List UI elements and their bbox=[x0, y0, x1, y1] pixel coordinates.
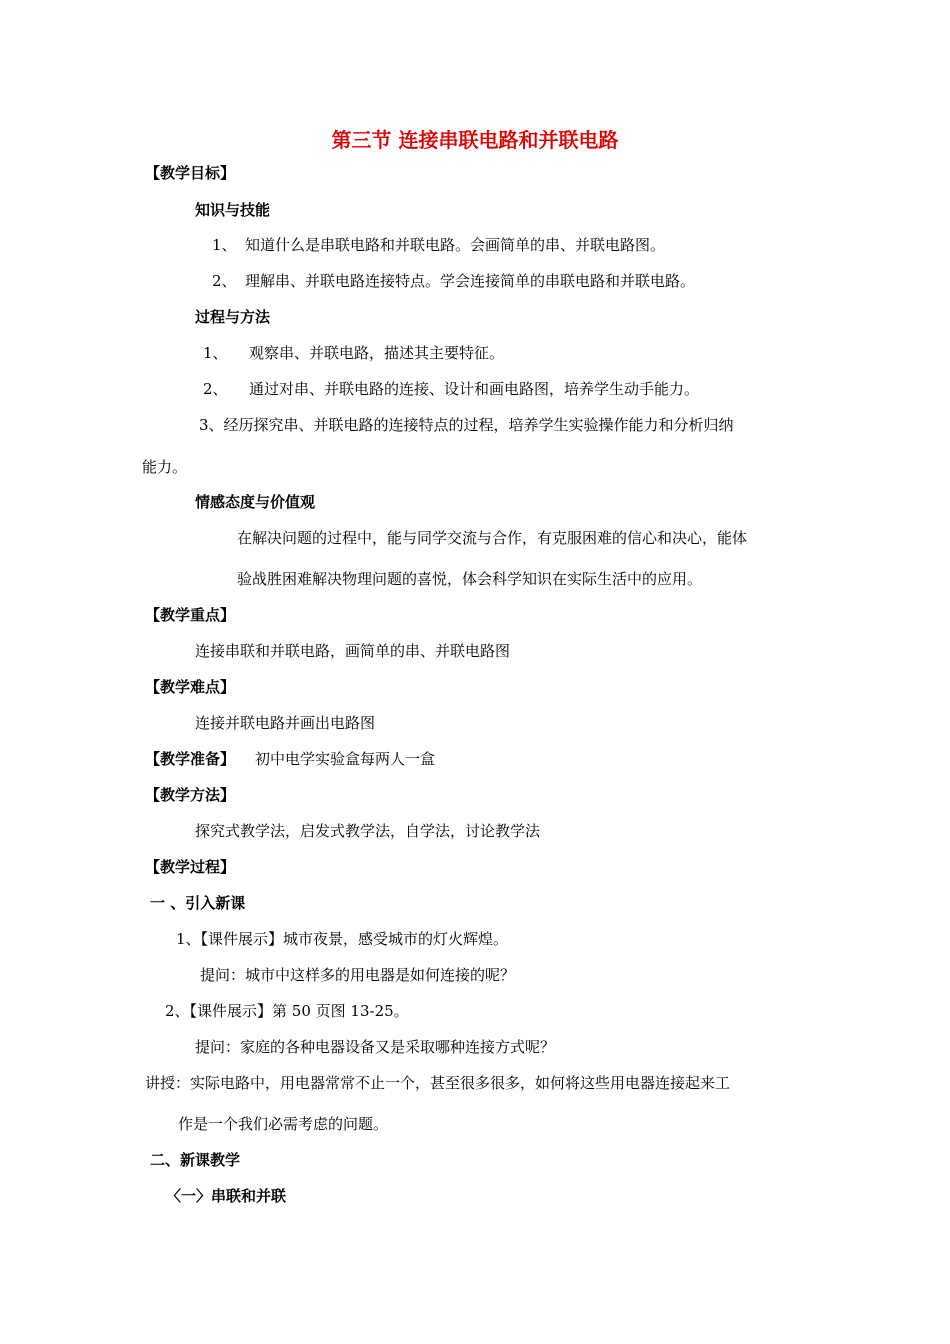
part1-item-2: 2、【课件展示】第 50 页图 13-25。 bbox=[165, 1002, 409, 1020]
key-points-heading: 【教学重点】 bbox=[145, 606, 236, 624]
knowledge-item-2: 2、 理解串、并联电路连接特点。学会连接简单的串联电路和并联电路。 bbox=[212, 272, 696, 290]
methods-text: 探究式教学法，启发式教学法，自学法，讨论教学法 bbox=[195, 822, 541, 840]
part1-question-1: 提问：城市中这样多的用电器是如何连接的呢？ bbox=[200, 966, 516, 984]
difficulty-text: 连接并联电路并画出电路图 bbox=[195, 714, 376, 732]
part1-lecture-line-1: 讲授：实际电路中，用电器常常不止一个，甚至很多很多，如何将这些用电器连接起来工 bbox=[145, 1074, 731, 1092]
part1-heading: 一 、引入新课 bbox=[150, 894, 246, 912]
process-section-heading: 【教学过程】 bbox=[145, 858, 236, 876]
emotion-heading: 情感态度与价值观 bbox=[195, 493, 316, 511]
preparation-row bbox=[145, 749, 435, 769]
preparation-text: 初中电学实验盒每两人一盒 bbox=[255, 750, 436, 768]
page-title: 第三节 连接串联电路和并联电路 bbox=[331, 128, 619, 152]
objectives-heading: 【教学目标】 bbox=[145, 164, 236, 182]
process-item-3-line-2: 能力。 bbox=[142, 458, 188, 476]
part2-sub-1: 〈一〉串联和并联 bbox=[166, 1187, 287, 1205]
part1-item-1: 1、【课件展示】城市夜景，感受城市的灯火辉煌。 bbox=[176, 930, 509, 948]
process-heading: 过程与方法 bbox=[195, 308, 271, 326]
preparation-heading: 【教学准备】 bbox=[145, 750, 236, 768]
part2-heading: 二、新课教学 bbox=[150, 1151, 241, 1169]
knowledge-heading: 知识与技能 bbox=[195, 201, 271, 219]
key-points-text: 连接串联和并联电路，画简单的串、并联电路图 bbox=[195, 642, 511, 660]
part1-question-2: 提问：家庭的各种电器设备又是采取哪种连接方式呢？ bbox=[195, 1038, 556, 1056]
process-item-1: 1、 观察串、并联电路，描述其主要特征。 bbox=[203, 344, 505, 362]
process-item-3-line-1: 3、经历探究串、并联电路的连接特点的过程，培养学生实验操作能力和分析归纳 bbox=[199, 416, 734, 434]
methods-heading: 【教学方法】 bbox=[145, 786, 236, 804]
part1-lecture-line-2: 作是一个我们必需考虑的问题。 bbox=[178, 1115, 389, 1133]
difficulty-heading: 【教学难点】 bbox=[145, 678, 236, 696]
emotion-line-1: 在解决问题的过程中，能与同学交流与合作，有克服困难的信心和决心，能体 bbox=[237, 529, 748, 547]
emotion-line-2: 验战胜困难解决物理问题的喜悦，体会科学知识在实际生活中的应用。 bbox=[237, 570, 703, 588]
knowledge-item-1: 1、 知道什么是串联电路和并联电路。会画简单的串、并联电路图。 bbox=[212, 236, 666, 254]
process-item-2: 2、 通过对串、并联电路的连接、设计和画电路图，培养学生动手能力。 bbox=[203, 380, 700, 398]
